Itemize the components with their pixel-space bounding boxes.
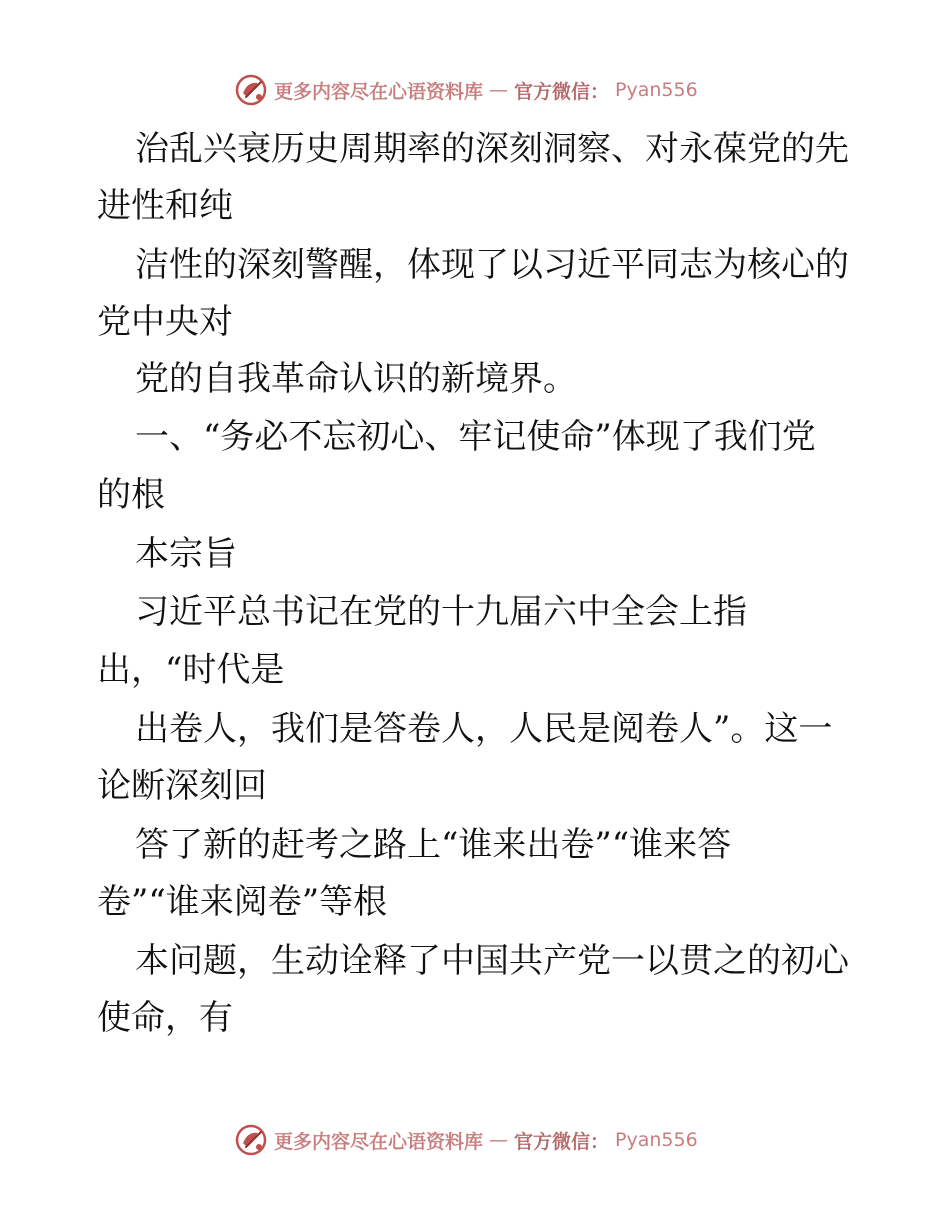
- text-line: 出卷人，我们是答卷人，人民是阅卷人”。这一: [135, 709, 833, 749]
- text-line: 本宗旨: [135, 534, 237, 574]
- text-line: 洁性的深刻警醒，体现了以习近平同志为核心的: [135, 245, 849, 285]
- header-watermark: [234, 72, 698, 108]
- text-line: 卷”“谁来阅卷”等根: [97, 882, 388, 922]
- text-line: 本问题，生动诠释了中国共产党一以贯之的初心: [135, 941, 849, 981]
- text-line: 出，“时代是: [97, 650, 285, 690]
- text-line: 的根: [97, 475, 165, 515]
- text-line: 使命，有: [97, 998, 233, 1038]
- text-line: 一、“务必不忘初心、牢记使命”体现了我们党: [135, 417, 816, 457]
- watermark-main-text: 更多内容尽在心语资料库: [274, 1130, 484, 1153]
- text-line: 论断深刻回: [97, 766, 267, 806]
- text-line: 治乱兴衰历史周期率的深刻洞察、对永葆党的先: [135, 129, 849, 169]
- watermark-separator: —: [489, 79, 509, 101]
- text-line: 进性和纯: [97, 186, 233, 226]
- text-line: 党中央对: [97, 302, 233, 342]
- text-line: 答了新的赶考之路上“谁来出卷”“谁来答: [135, 825, 732, 865]
- footer-watermark: [234, 1122, 698, 1158]
- red-seal-logo-icon: [234, 73, 268, 107]
- watermark-wechat-label: 官方微信：: [514, 80, 610, 103]
- text-line: 党的自我革命认识的新境界。: [135, 359, 577, 399]
- watermark-main-text: 更多内容尽在心语资料库: [274, 80, 484, 103]
- watermark-wechat-id: Pyan556: [615, 1129, 698, 1151]
- text-line: 习近平总书记在党的十九届六中全会上指: [135, 592, 747, 632]
- watermark-separator: —: [489, 1129, 509, 1151]
- watermark-wechat-label: 官方微信：: [514, 1130, 610, 1153]
- red-seal-logo-icon: [234, 1123, 268, 1157]
- watermark-wechat-id: Pyan556: [615, 79, 698, 101]
